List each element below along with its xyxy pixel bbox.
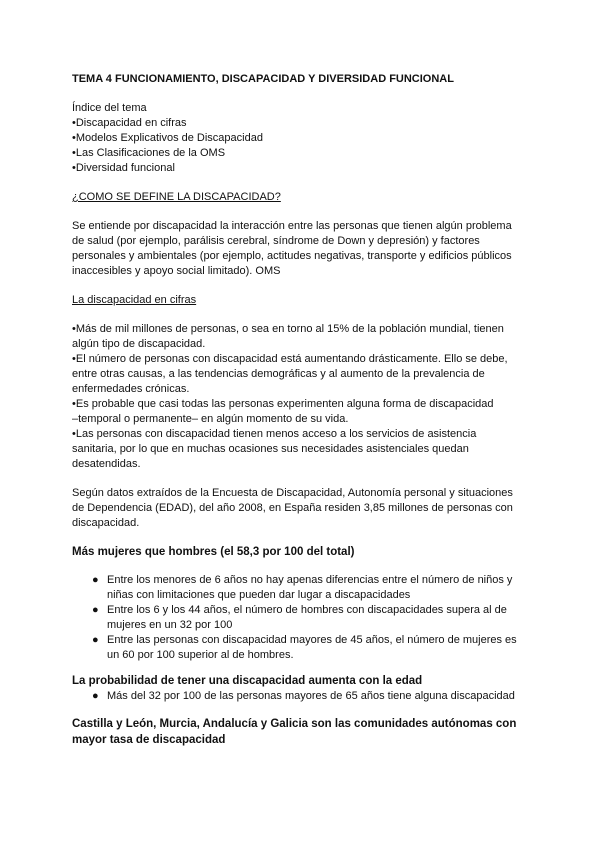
cifras-line: –temporal o permanente– en algún momento de su vida. bbox=[72, 413, 349, 425]
index-item: •Modelos Explicativos de Discapacidad bbox=[72, 132, 263, 144]
bullet-icon: ● bbox=[92, 634, 99, 646]
index-item: •Las Clasificaciones de la OMS bbox=[72, 147, 226, 159]
edad-line: de Dependencia (EDAD), del año 2008, en España residen 3,85 millones de personas con bbox=[72, 502, 513, 514]
bullet-icon: ● bbox=[92, 604, 99, 616]
edad-line: discapacidad. bbox=[72, 517, 140, 529]
probabilidad-line: Más del 32 por 100 de las personas mayores de 65 años tiene alguna discapacidad bbox=[107, 690, 515, 702]
mujeres-heading: Más mujeres que hombres (el 58,3 por 100 del total) bbox=[72, 546, 355, 558]
index-item: •Discapacidad en cifras bbox=[72, 117, 187, 129]
define-line: de salud (por ejemplo, parálisis cerebral, síndrome de Down y depresión) y factores bbox=[72, 235, 480, 247]
cifras-line: enfermedades crónicas. bbox=[72, 383, 190, 395]
cifras-line: desatendidas. bbox=[72, 458, 141, 470]
cifras-line: •Las personas con discapacidad tienen menos acceso a los servicios de asistencia bbox=[72, 428, 477, 440]
cifras-line: •Es probable que casi todas las personas experimenten alguna forma de discapacidad bbox=[72, 398, 494, 410]
index-heading: Índice del tema bbox=[72, 102, 147, 114]
bullet-icon: ● bbox=[92, 574, 99, 586]
mujeres-line: Entre los menores de 6 años no hay apenas diferencias entre el número de niños y bbox=[107, 574, 513, 586]
mujeres-line: niñas con limitaciones que pueden dar lugar a discapacidades bbox=[107, 589, 411, 601]
cifras-heading: La discapacidad en cifras bbox=[72, 294, 197, 306]
mujeres-line: Entre las personas con discapacidad mayores de 45 años, el número de mujeres es bbox=[107, 634, 517, 646]
bullet-icon: ● bbox=[92, 690, 99, 702]
cifras-line: sanitaria, por lo que en muchas ocasiones sus necesidades asistenciales quedan bbox=[72, 443, 469, 455]
define-line: Se entiende por discapacidad la interacción entre las personas que tienen algún problema bbox=[72, 220, 512, 232]
edad-line: Según datos extraídos de la Encuesta de Discapacidad, Autonomía personal y situaciones bbox=[72, 487, 513, 499]
probabilidad-heading: La probabilidad de tener una discapacidad aumenta con la edad bbox=[72, 675, 423, 687]
mujeres-line: Entre los 6 y los 44 años, el número de hombres con discapacidades supera al de bbox=[107, 604, 507, 616]
mujeres-line: mujeres en un 32 por 100 bbox=[107, 619, 233, 631]
index-item: •Diversidad funcional bbox=[72, 162, 175, 174]
cifras-line: entre otras causas, a las tendencias demográficas y al aumento de la prevalencia de bbox=[72, 368, 485, 380]
cifras-line: •Más de mil millones de personas, o sea en torno al 15% de la población mundial, tienen bbox=[72, 323, 504, 335]
comunidades-line: mayor tasa de discapacidad bbox=[72, 734, 226, 746]
cifras-line: algún tipo de discapacidad. bbox=[72, 338, 206, 350]
define-heading: ¿COMO SE DEFINE LA DISCAPACIDAD? bbox=[72, 191, 281, 203]
comunidades-line: Castilla y León, Murcia, Andalucía y Galicia son las comunidades autónomas con bbox=[72, 718, 517, 730]
cifras-line: •El número de personas con discapacidad está aumentando drásticamente. Ello se debe, bbox=[72, 353, 508, 365]
define-line: personales y ambientales (por ejemplo, actitudes negativas, transporte y edificios públicos bbox=[72, 250, 512, 262]
mujeres-line: un 60 por 100 superior al de hombres. bbox=[107, 649, 294, 661]
define-line: inaccesibles y apoyo social limitado). OMS bbox=[72, 265, 281, 277]
document-title: TEMA 4 FUNCIONAMIENTO, DISCAPACIDAD Y DIVERSIDAD FUNCIONAL bbox=[72, 73, 454, 85]
